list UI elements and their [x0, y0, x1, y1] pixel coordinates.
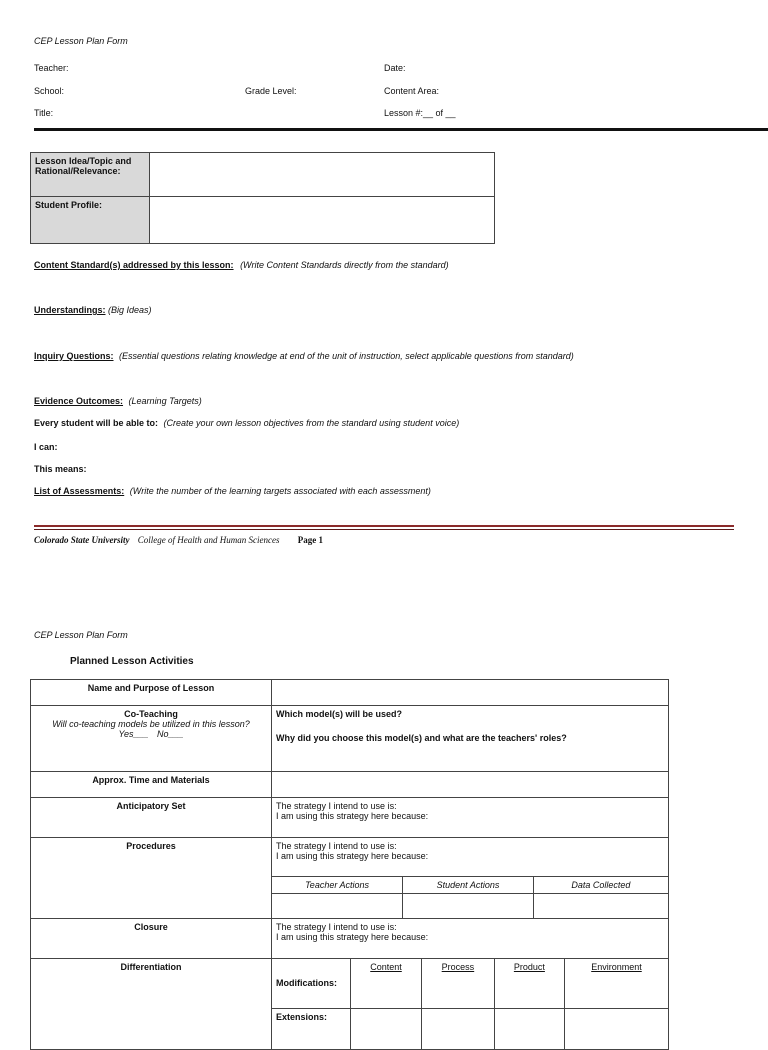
which-model-label: Which model(s) will be used? [276, 709, 403, 719]
understandings-label: Understandings: [34, 305, 106, 315]
teacher-actions-field[interactable] [272, 894, 403, 918]
process-column: Process [422, 959, 495, 1009]
lesson-idea-field[interactable] [150, 153, 495, 197]
title-label: Title: [34, 108, 54, 118]
student-profile-label: Student Profile: [31, 197, 150, 244]
coteaching-question: Will co-teaching models be utilized in this lesson? [52, 719, 250, 729]
closure-label: Closure [31, 918, 272, 958]
understandings-hint: (Big Ideas) [108, 305, 152, 315]
modifications-label: Modifications: [272, 959, 351, 1009]
grade-level-label: Grade Level: [245, 86, 297, 96]
content-standards-hint: (Write Content Standards directly from the standard) [240, 260, 449, 270]
school-label: School: [34, 86, 65, 96]
page-footer [34, 535, 323, 545]
name-purpose-field[interactable] [272, 680, 669, 706]
assessments-line [34, 486, 431, 496]
lesson-idea-label: Lesson Idea/Topic and Rational/Relevance: [31, 153, 150, 197]
data-collected-field[interactable] [533, 894, 668, 918]
lesson-number-label: Lesson #:__ of __ [384, 108, 456, 118]
assessments-hint: (Write the number of the learning targets associated with each assessment) [129, 486, 431, 496]
extensions-content-field[interactable] [351, 1009, 422, 1049]
form-title: CEP Lesson Plan Form [34, 36, 128, 46]
content-standards-label: Content Standard(s) addressed by this lesson: [34, 260, 234, 270]
every-student-line [34, 418, 459, 428]
content-column: Content [351, 959, 422, 1009]
extensions-label: Extensions: [272, 1009, 351, 1049]
extensions-process-field[interactable] [422, 1009, 495, 1049]
teacher-label: Teacher: [34, 63, 69, 73]
product-column: Product [494, 959, 564, 1009]
evidence-label: Evidence Outcomes: [34, 396, 124, 406]
time-materials-field[interactable] [272, 772, 669, 798]
student-profile-field[interactable] [150, 197, 495, 244]
anticipatory-because: I am using this strategy here because: [276, 811, 429, 821]
footer-university: Colorado State University [34, 535, 130, 545]
teacher-actions-header: Teacher Actions [272, 877, 403, 894]
procedures-label: Procedures [31, 838, 272, 919]
footer-college: College of Health and Human Sciences [137, 535, 280, 545]
student-actions-header: Student Actions [403, 877, 534, 894]
content-area-label: Content Area: [384, 86, 440, 96]
closure-strategy: The strategy I intend to use is: [276, 921, 397, 932]
coteaching-yes[interactable]: Yes___ [118, 729, 149, 739]
anticipatory-set-label: Anticipatory Set [31, 798, 272, 838]
environment-column: Environment [564, 959, 668, 1009]
anticipatory-strategy: The strategy I intend to use is: [276, 801, 397, 811]
differentiation-table [272, 959, 668, 1049]
footer-divider-top [34, 525, 734, 527]
extensions-environment-field[interactable] [564, 1009, 668, 1049]
data-collected-header: Data Collected [533, 877, 668, 894]
inquiry-label: Inquiry Questions: [34, 351, 114, 361]
procedures-because: I am using this strategy here because: [276, 851, 429, 861]
form-title-page2: CEP Lesson Plan Form [34, 630, 128, 640]
student-actions-field[interactable] [403, 894, 534, 918]
differentiation-cell [272, 958, 669, 1049]
evidence-hint: (Learning Targets) [128, 396, 202, 406]
closure-because: I am using this strategy here because: [276, 931, 429, 942]
differentiation-label: Differentiation [31, 958, 272, 1049]
assessments-label: List of Assessments: [34, 486, 125, 496]
coteaching-label: Co-Teaching [124, 709, 178, 719]
every-student-hint: (Create your own lesson objectives from the standard using student voice) [163, 418, 460, 428]
every-student-label: Every student will be able to: [34, 418, 159, 428]
evidence-line [34, 396, 202, 406]
why-model-label: Why did you choose this model(s) and what are the teachers' roles? [276, 733, 567, 743]
inquiry-line [34, 351, 574, 361]
footer-page: Page 1 [297, 535, 323, 545]
lesson-activities-table [30, 679, 669, 1050]
date-label: Date: [384, 63, 406, 73]
i-can-label: I can: [34, 442, 58, 452]
coteaching-cell [31, 706, 272, 772]
inquiry-hint: (Essential questions relating knowledge at end of the unit of instruction, select applicable questions from standard) [119, 351, 574, 361]
procedures-cell [272, 838, 669, 919]
coteaching-detail-cell[interactable] [272, 706, 669, 772]
closure-cell[interactable] [272, 918, 669, 958]
anticipatory-set-cell[interactable] [272, 798, 669, 838]
content-standards-line [34, 260, 449, 270]
time-materials-label: Approx. Time and Materials [31, 772, 272, 798]
extensions-product-field[interactable] [494, 1009, 564, 1049]
lesson-idea-table [30, 152, 495, 244]
planned-activities-heading: Planned Lesson Activities [70, 656, 194, 667]
name-purpose-label: Name and Purpose of Lesson [31, 680, 272, 706]
procedures-strategy: The strategy I intend to use is: [276, 841, 397, 851]
footer-divider-bottom [34, 529, 734, 530]
coteaching-no[interactable]: No___ [157, 729, 184, 739]
this-means-label: This means: [34, 464, 87, 474]
understandings-line [34, 305, 152, 315]
header-divider [34, 128, 768, 131]
procedures-actions-table [272, 876, 668, 918]
